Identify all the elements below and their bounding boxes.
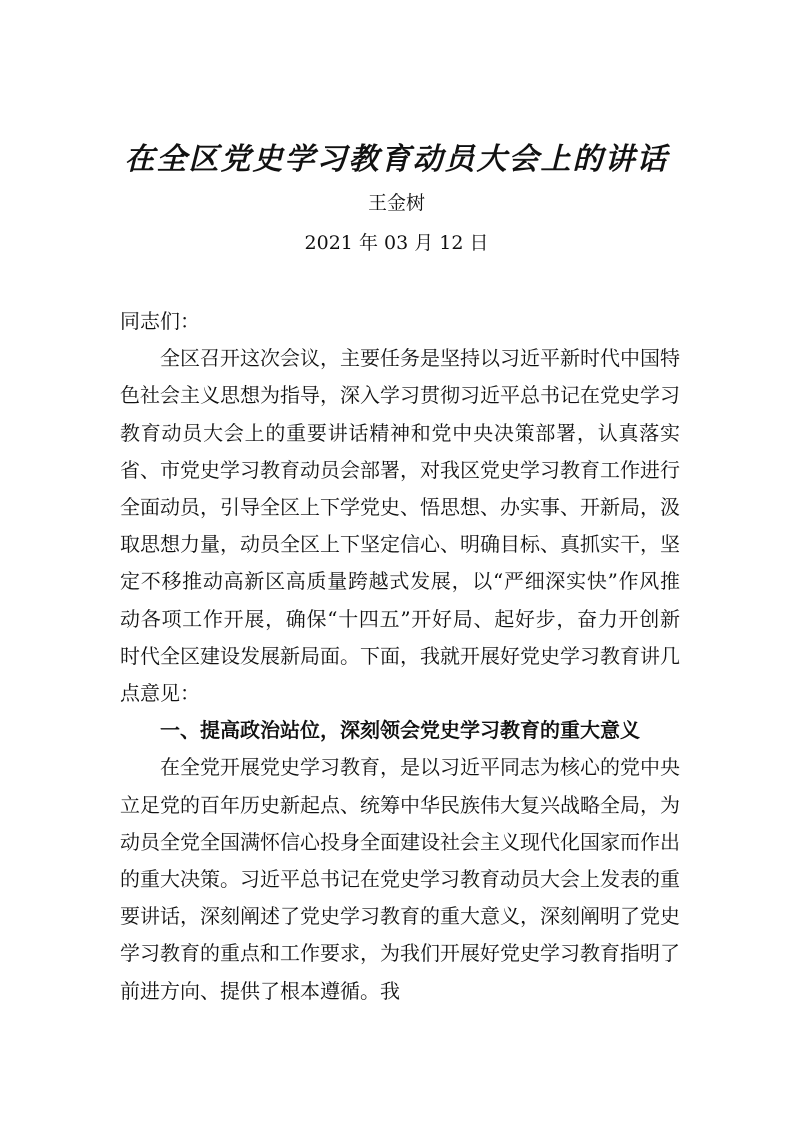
paragraph-section-1: 在全党开展党史学习教育，是以习近平同志为核心的党中央立足党的百年历史新起点、统筹中华民族伟大复兴战略全局，为动员全党全国满怀信心投身全面建设社会主义现代化国家而作出的重大决策。习近平总书记在党史学习教育动员大会上发表的重要讲话，深刻阐述了党史学习教育的重大意义，深刻阐明了党史学习教育的重点和工作要求，为我们开展好党史学习教育指明了前进方向、提供了根本遵循。我: [120, 755, 680, 1003]
document-date: 2021 年 03 月 12 日: [304, 232, 489, 254]
salutation: 同志们：: [120, 309, 200, 333]
document-body: [120, 303, 680, 1010]
paragraph-intro: 全区召开这次会议，主要任务是坚持以习近平新时代中国特色社会主义思想为指导，深入学习贯彻习近平总书记在党史学习教育动员大会上的重要讲话精神和党中央决策部署，认真落实省、市党史学习教育动员会部署，对我区党史学习教育工作进行全面动员，引导全区上下学党史、悟思想、办实事、开新局，汲取思想力量，动员全区上下坚定信心、明确目标、真抓实干，坚定不移推动高新区高质量跨越式发展，以“严细深实快”作风推动各项工作开展，确保“十四五”开好局、起好步，奋力开创新时代全区建设发展新局面。下面，我就开展好党史学习教育讲几点意见：: [120, 346, 680, 706]
section-heading-1: 一、提高政治站位，深刻领会党史学习教育的重大意义: [160, 718, 640, 743]
author-name: 王金树: [367, 192, 425, 214]
document-title: 在全区党史学习教育动员大会上的讲话: [124, 142, 669, 177]
